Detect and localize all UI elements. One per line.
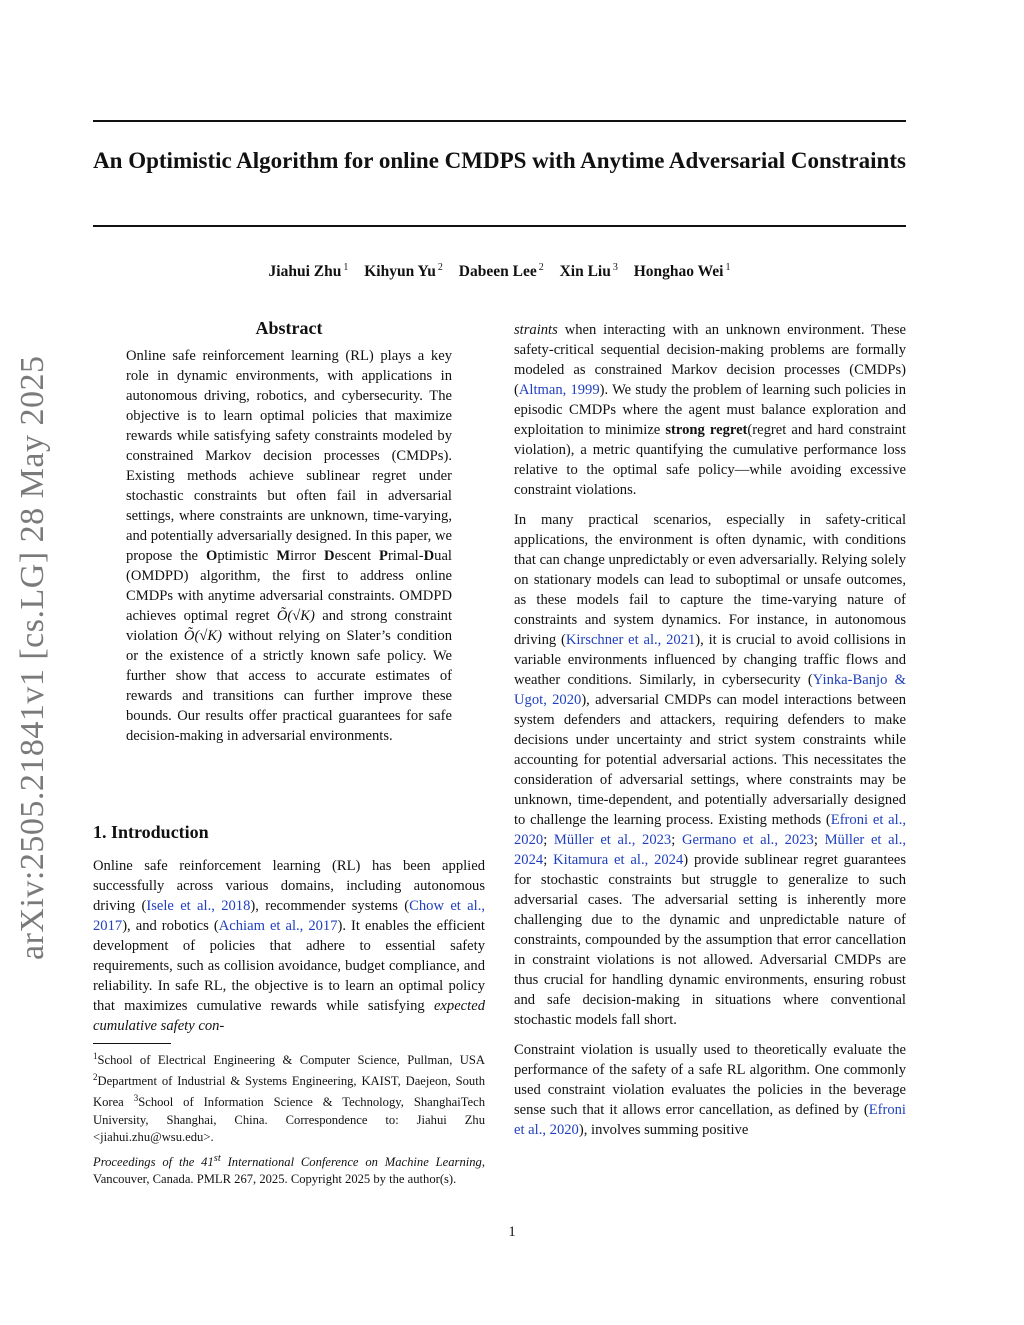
abstract-heading: Abstract [255, 318, 323, 338]
paragraph: Constraint violation is usually used to theoretically evaluate the performance of the safety of a safe RL algorithm. One commonly used constraint violation evaluates the policies in the beverage sense such that it allows error cancellation, as defined by (Efroni et al., 2020), involves summing positive [514, 1042, 906, 1138]
paragraph: In many practical scenarios, especially in safety-critical applications, the environment is often dynamic, with conditions that can change unpredictably or even adversarially. Relying solely on stationary models can lead to suboptimal or unsafe outcomes, as these models fail to capture the time-varying nature of constraints and system dynamics. For instance, in autonomous driving (Kirschner et al., 2021), it is crucial to avoid collisions in variable environments influenced by changing traffic flows and weather conditions. Similarly, in cybersecurity (Yinka-Banjo & Ugot, 2020), adversarial CMDPs can model interactions between system defenders and attackers, requiring defenders to make decisions under uncertainty and strict system constraints while accounting for potential adversarial actions. This necessitates the consideration of adversarial settings, where constraints may be unknown, time-dependent, and potentially adversarially designed to challenge the learning process. Existing methods (Efroni et al., 2020; Müller et al., 2023; Germano et al., 2023; Müller et al., 2024; Kitamura et al., 2024) provide sublinear regret guarantees for stochastic constraints but struggle to generalize to such adversarial cases. The adversarial setting is inherently more challenging due to the dynamic and unpredictable nature of constraints, compounded by the assumption that error cancellation in constraint violations is not allowed. Adversarial CMDPs are thus crucial for handling dynamic environments, ensuring robust and safe decision-making in situations where conventional stochastic models fall short. [514, 512, 907, 1028]
footnote-rule [93, 1043, 171, 1044]
top-rule [93, 120, 906, 122]
author: Jiahui Zhu $^1$ [268, 262, 349, 281]
citation-link[interactable]: Kitamura et al., 2024 [553, 852, 684, 868]
introduction-body: Online safe reinforcement learning (RL) has been applied successfully across various domains, including autonomous driving (Isele et al., 2018), recommender systems (Chow et al., 2017), and robotics (Achiam et al., 2017). It enables the efficient development of policies that adhere to essential safety requirements, such as collision avoidance, budget compliance, and reliability. In safe RL, the objective is to learn an optimal policy that maximizes cumulative rewards while satisfying expected cumulative safety con- [93, 858, 485, 1034]
author: Dabeen Lee $^2$ [458, 262, 544, 281]
introduction-heading: 1. Introduction [93, 822, 209, 842]
citation-link[interactable]: Efroni et al., 2020 [514, 1102, 906, 1138]
citation-link[interactable]: Kirschner et al., 2021 [565, 632, 696, 648]
citation-link[interactable]: Müller et al., 2024 [514, 832, 906, 868]
citation-link[interactable]: Achiam et al., 2017 [218, 918, 338, 934]
bottom-title-rule [93, 225, 906, 227]
citation-link[interactable]: Germano et al., 2023 [681, 832, 814, 848]
citation-link[interactable]: Altman, 1999 [518, 382, 600, 398]
proceedings-note: Proceedings of the 41st International Conference on Machine Learning, Vancouver, Canada. PMLR 267, 2025. Copyright 2025 by the author(s). [93, 1153, 485, 1187]
citation-link[interactable]: Müller et al., 2023 [553, 832, 672, 848]
paper-title: An Optimistic Algorithm for online CMDPS with Anytime Adversarial Constraints [93, 148, 906, 173]
citation-link[interactable]: Isele et al., 2018 [146, 898, 251, 914]
affiliation-footnote: $^1$School of Electrical Engineering & Computer Science, Pullman, USA $^2$Department of Industrial & Systems Engineering, KAIST, Daejeon, South Korea $^3$School of Information Science & Technology, ShanghaiTech University, Shanghai, China. Correspondence to: Jiahui Zhu <jiahui.zhu@wsu.edu>. [93, 1051, 485, 1144]
paragraph: straints when interacting with an unknown environment. These safety-critical sequential decision-making problems are formally modeled as constrained Markov decision processes (CMDPs) (Altman, 1999). We study the problem of learning such policies in episodic CMDPs where the agent must balance exploration and exploitation to minimize strong regret(regret and hard constraint violation), a metric quantifying the cumulative performance loss relative to the optimal safe policy—while avoiding excessive constraint violations. [514, 322, 907, 498]
page-number: 1 [508, 1224, 516, 1240]
violation-bound-math: Õ(√K) [183, 628, 222, 644]
right-column-body [514, 320, 906, 1150]
author: Xin Liu $^3$ [559, 262, 618, 281]
arxiv-identifier: arXiv:2505.21841v1 [cs.LG] 28 May 2025 [14, 355, 51, 960]
citation-link[interactable]: Yinka-Banjo & Ugot, 2020 [514, 672, 906, 708]
author: Honghao Wei $^1$ [633, 262, 731, 281]
citation-link[interactable]: Efroni et al., 2020 [514, 812, 906, 848]
citation-link[interactable]: Chow et al., 2017 [93, 898, 485, 934]
regret-bound-math: Õ(√K) [276, 608, 315, 624]
author: Kihyun Yu $^2$ [364, 262, 443, 281]
author-list [93, 262, 906, 281]
abstract-body: Online safe reinforcement learning (RL) plays a key role in dynamic environments, with applications in autonomous driving, robotics, and cybersecurity. The objective is to learn optimal policies that maximize rewards while satisfying safety constraints modeled by constrained Markov decision processes (CMDPs). Existing methods achieve sublinear regret under stochastic constraints but often fail in adversarial settings, where constraints are unknown, time-varying, and potentially adversarially designed. In this paper, we propose the Optimistic Mirror Descent Primal-Dual (OMDPD) algorithm, the first to address online CMDPs with anytime adversarial constraints. OMDPD achieves optimal regret Õ(√K) and strong constraint violation Õ(√K) without relying on Slater’s condition or the existence of a strictly known safe policy. We further show that access to accurate estimates of rewards and transitions can further improve these bounds. Our results offer practical guarantees for safe decision-making in adversarial environments. [126, 348, 453, 744]
